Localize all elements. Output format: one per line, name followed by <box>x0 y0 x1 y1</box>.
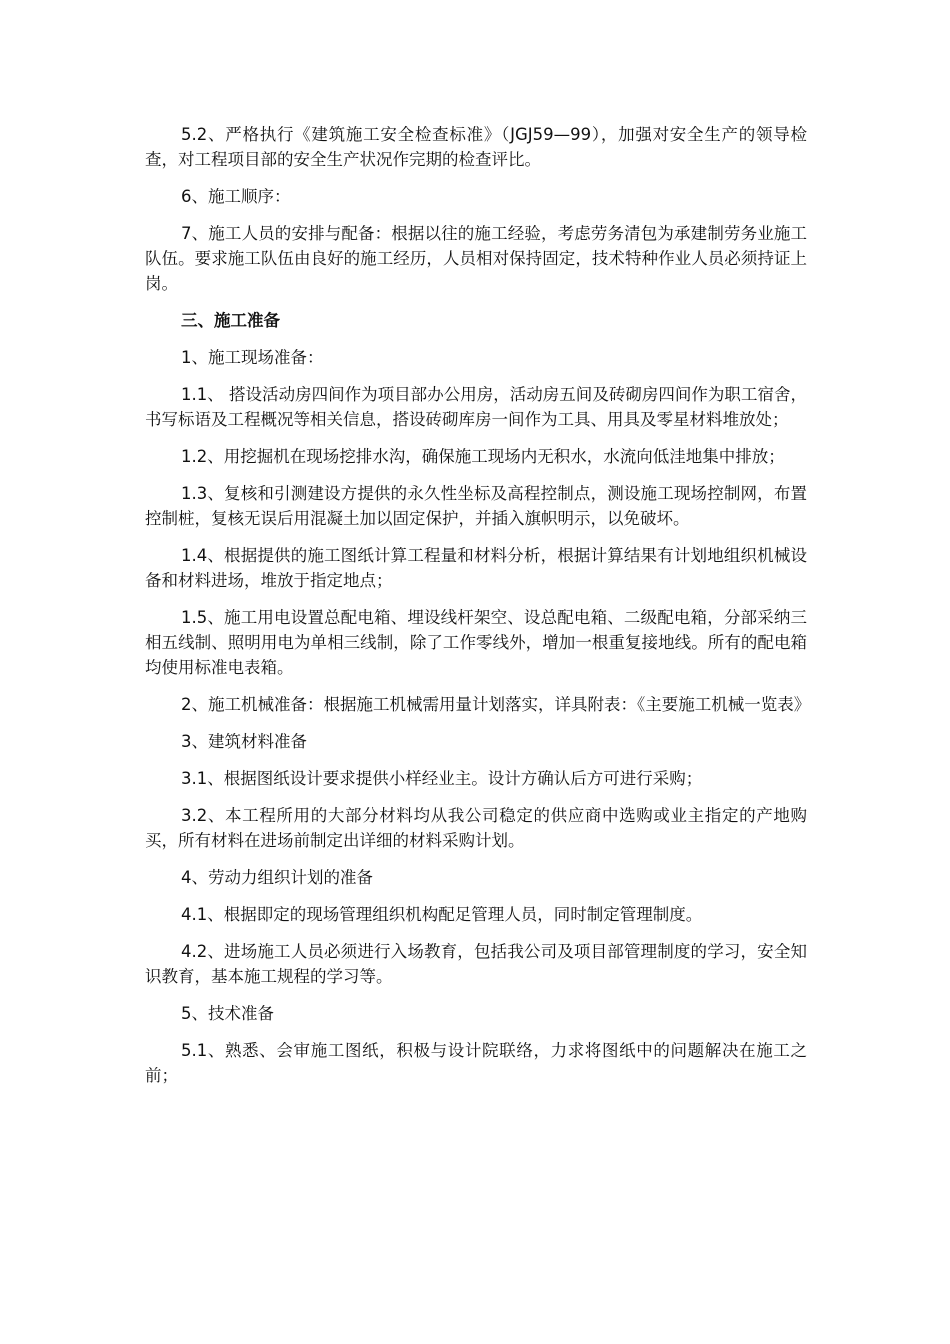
paragraph-5-1: 5.1、熟悉、会审施工图纸，积极与设计院联络，力求将图纸中的问题解决在施工之前； <box>145 1041 807 1085</box>
paragraph-3-2: 3.2、本工程所用的大部分材料均从我公司稳定的供应商中选购或业主指定的产地购买，所有材料在进场前制定出详细的材料采购计划。 <box>145 806 807 850</box>
paragraph-1-2: 1.2、用挖掘机在现场挖排水沟，确保施工现场内无积水，水流向低洼地集中排放； <box>181 447 785 466</box>
paragraph-2: 2、施工机械准备：根据施工机械需用量计划落实，详具附表：《主要施工机械一览表》 <box>181 695 811 714</box>
paragraph-5-2: 5.2、严格执行《建筑施工安全检查标准》（JGJ59—99），加强对安全生产的领导检查，对工程项目部的安全生产状况作完期的检查评比。 <box>145 125 807 169</box>
section-heading: 三、施工准备 <box>181 311 280 330</box>
document-body <box>145 122 811 1100</box>
paragraph-4-2: 4.2、进场施工人员必须进行入场教育，包括我公司及项目部管理制度的学习，安全知识教育，基本施工规程的学习等。 <box>145 942 807 986</box>
paragraph-4: 4、劳动力组织计划的准备 <box>181 868 373 887</box>
paragraph-7: 7、施工人员的安排与配备：根据以往的施工经验，考虑劳务清包为承建制劳务业施工队伍。要求施工队伍由良好的施工经历，人员相对保持固定，技术特种作业人员必须持证上岗。 <box>145 224 807 293</box>
paragraph-5: 5、技术准备 <box>181 1004 274 1023</box>
paragraph-1-3: 1.3、复核和引测建设方提供的永久性坐标及高程控制点，测设施工现场控制网，布置控制桩，复核无误后用混凝土加以固定保护，并插入旗帜明示，以免破坏。 <box>145 484 807 528</box>
paragraph-1-5: 1.5、施工用电设置总配电箱、埋设线杆架空、设总配电箱、二级配电箱，分部采纳三相五线制、照明用电为单相三线制，除了工作零线外，增加一根重复接地线。所有的配电箱均使用标准电表箱。 <box>145 608 807 677</box>
paragraph-1-1: 1.1、 搭设活动房四间作为项目部办公用房，活动房五间及砖砌房四间作为职工宿舍，书写标语及工程概况等相关信息，搭设砖砌库房一间作为工具、用具及零星材料堆放处； <box>145 385 807 429</box>
paragraph-4-1: 4.1、根据即定的现场管理组织机构配足管理人员，同时制定管理制度。 <box>181 905 703 924</box>
paragraph-3-1: 3.1、根据图纸设计要求提供小样经业主。设计方确认后方可进行采购； <box>181 769 703 788</box>
paragraph-6: 6、施工顺序： <box>181 187 291 206</box>
paragraph-1-4: 1.4、根据提供的施工图纸计算工程量和材料分析，根据计算结果有计划地组织机械设备和材料进场，堆放于指定地点； <box>145 546 807 590</box>
paragraph-3: 3、建筑材料准备 <box>181 732 307 751</box>
paragraph-1: 1、施工现场准备： <box>181 348 324 367</box>
